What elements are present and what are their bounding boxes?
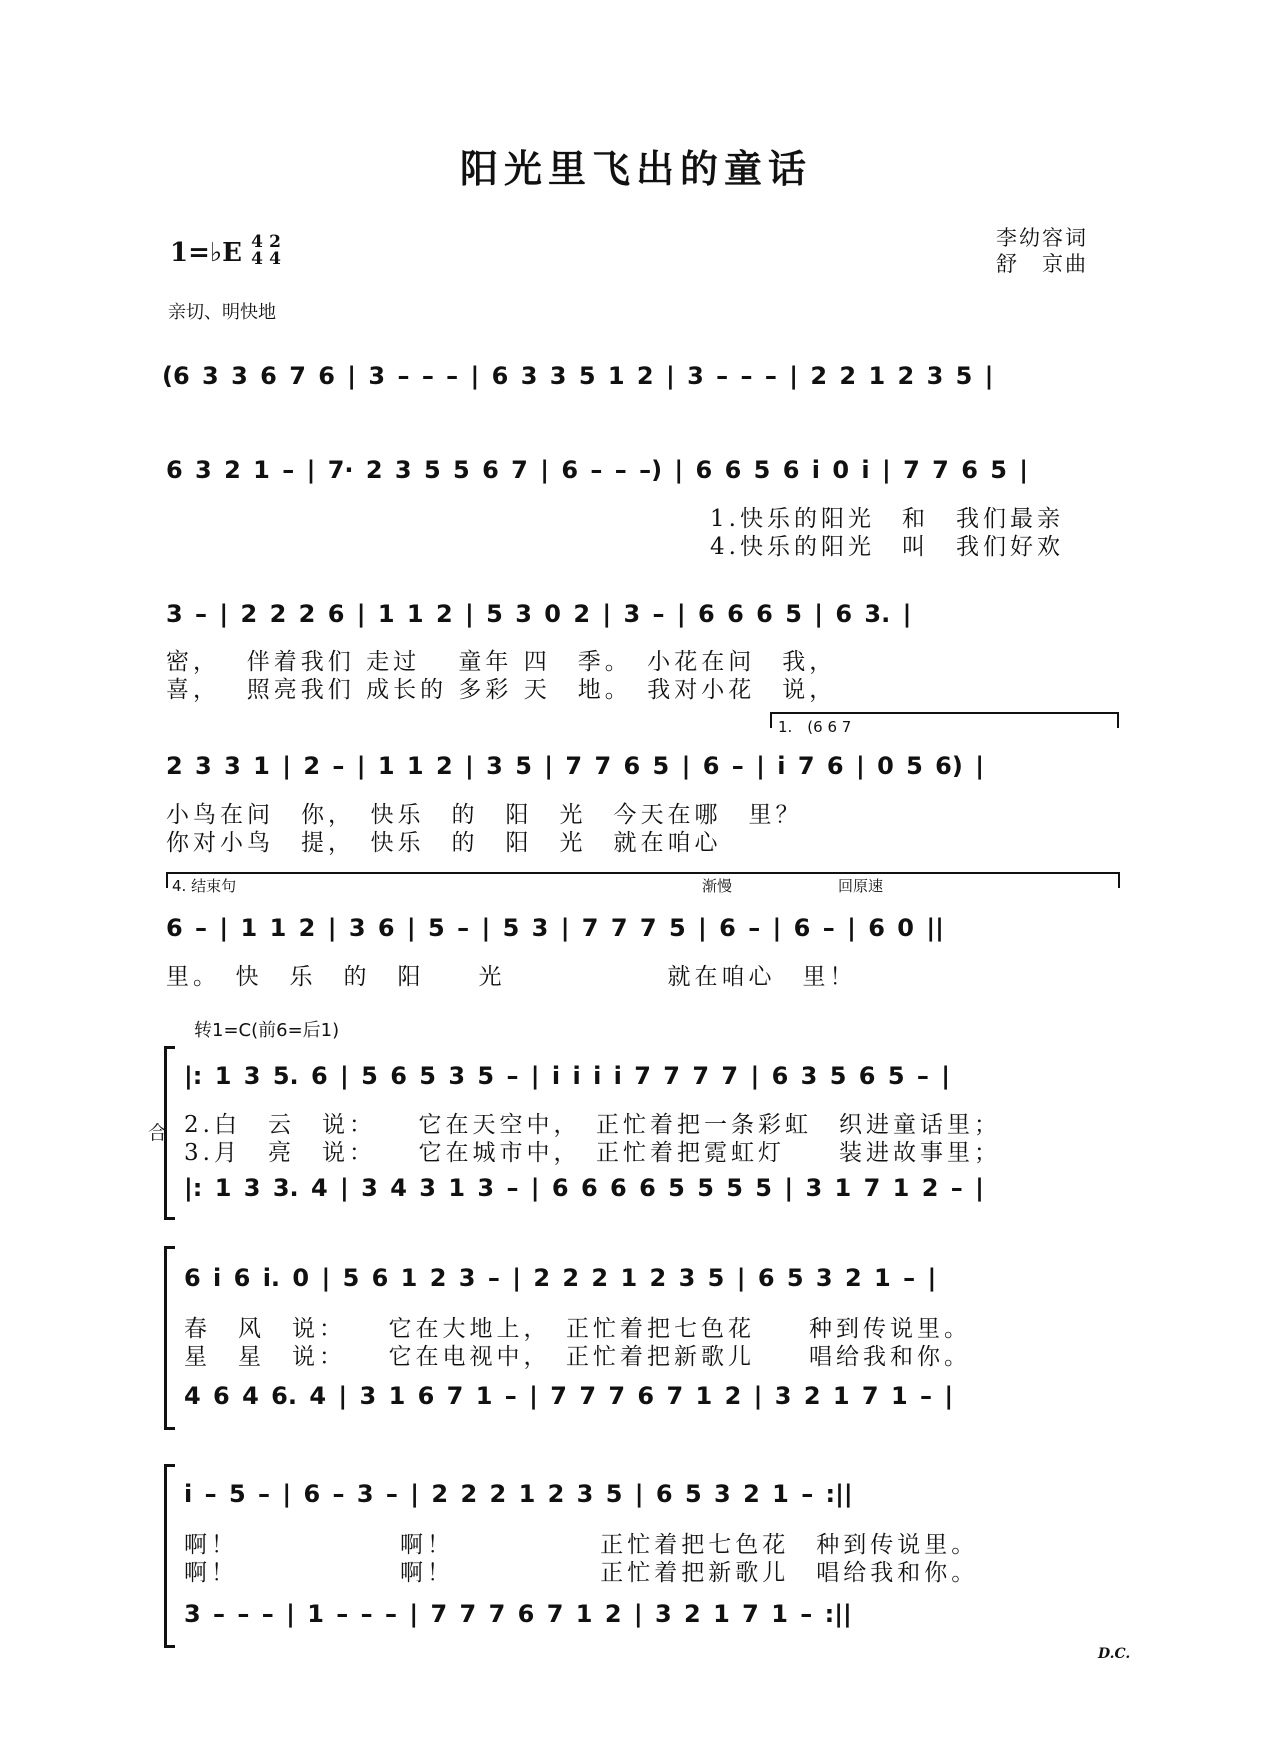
score-row-7-notes-upper: 6 i 6 i. 0 | 5 6 1 2 3 – | 2 2 2 1 2 3 5 | 6 5 3 2 1 – | <box>184 1264 937 1292</box>
score-row-6-notes-lower: |: 1 3 3. 4 | 3 4 3 1 3 – | 6 6 6 6 5 5 5 5 | 3 1 7 1 2 – | <box>184 1174 984 1202</box>
lyricist-credit: 李幼容词 <box>996 226 1088 250</box>
composer-credit: 舒 京曲 <box>996 252 1088 276</box>
a-tempo-marking: 回原速 <box>838 877 884 895</box>
chorus-label: 合 <box>148 1122 168 1144</box>
time-signature: 4 2 4 4 <box>251 232 281 269</box>
ritardando-marking: 渐慢 <box>702 877 733 895</box>
score-row-2-lyric-1: 1.快乐的阳光 和 我们最亲 <box>710 506 1064 532</box>
score-row-3-lyric-2: 喜， 照亮我们 成长的 多彩 天 地。 我对小花 说， <box>166 677 837 703</box>
key-signature: 1=♭E <box>170 238 242 268</box>
score-row-8-notes-lower: 3 – – – | 1 – – – | 7 7 7 6 7 1 2 | 3 2 1 7 1 – :|| <box>184 1600 852 1628</box>
da-capo-marking: D.C. <box>1098 1646 1131 1662</box>
score-row-8-lyric-2: 啊！ 啊！ 正忙着把新歌儿 唱给我和你。 <box>184 1560 979 1586</box>
score-row-5-notes: 6 – | 1 1 2 | 3 6 | 5 – | 5 3 | 7 7 7 5 | 6 – | 6 – | 6 0 || <box>166 914 944 942</box>
score-row-4-lyric-1: 小鸟在问 你， 快乐 的 阳 光 今天在哪 里？ <box>166 802 803 828</box>
modulation-marking: 转1=C(前6=后1) <box>194 1020 340 1041</box>
score-row-6-lyric-2: 3.月 亮 说： 它在城市中， 正忙着把霓虹灯 装进故事里； <box>184 1140 1001 1166</box>
score-row-7-notes-lower: 4 6 4 6. 4 | 3 1 6 7 1 – | 7 7 7 6 7 1 2 | 3 2 1 7 1 – | <box>184 1382 954 1410</box>
score-row-3-notes: 3 – | 2 2 2 6 | 1 1 2 | 5 3 0 2 | 3 – | 6 6 6 5 | 6 3. | <box>166 600 912 628</box>
score-row-5-lyric-1: 里。 快 乐 的 阳 光 就在咱心 里！ <box>166 964 857 990</box>
volta-bracket-4 <box>166 872 1120 888</box>
score-row-2-notes: 6 3 2 1 – | 7· 2 3 5 5 6 7 | 6 – – –) | 6 6 5 6 i 0 i | 7 7 6 5 | <box>166 456 1029 484</box>
song-title: 阳光里飞出的童话 <box>459 146 812 191</box>
score-row-4-lyric-2: 你对小鸟 提， 快乐 的 阳 光 就在咱心 <box>166 830 722 856</box>
score-row-8-lyric-1: 啊！ 啊！ 正忙着把七色花 种到传说里。 <box>184 1532 979 1558</box>
score-row-2-lyric-2: 4.快乐的阳光 叫 我们好欢 <box>710 534 1064 560</box>
volta-4-label: 4. 结束句 <box>172 877 237 895</box>
score-row-1-notes: (6 3 3 6 7 6 | 3 – – – | 6 3 3 5 1 2 | 3 – – – | 2 2 1 2 3 5 | <box>162 362 994 390</box>
chorus-bracket-2 <box>164 1246 175 1430</box>
tempo-marking: 亲切、明快地 <box>168 302 276 323</box>
score-row-4-notes: 2 3 3 1 | 2 – | 1 1 2 | 3 5 | 7 7 6 5 | 6 – | i 7 6 | 0 5 6) | <box>166 752 984 780</box>
score-row-6-notes-upper: |: 1 3 5. 6 | 5 6 5 3 5 – | i i i i 7 7 7 7 | 6 3 5 6 5 – | <box>184 1062 950 1090</box>
score-row-6-lyric-1: 2.白 云 说： 它在天空中， 正忙着把一条彩虹 织进童话里； <box>184 1112 1001 1138</box>
score-row-8-notes-upper: i – 5 – | 6 – 3 – | 2 2 2 1 2 3 5 | 6 5 3 2 1 – :|| <box>184 1480 853 1508</box>
score-row-3-lyric-1: 密， 伴着我们 走过 童年 四 季。 小花在问 我， <box>166 649 837 675</box>
volta-1-label: 1. (6 6 7 <box>778 718 852 736</box>
score-row-7-lyric-1: 春 风 说： 它在大地上， 正忙着把七色花 种到传说里。 <box>184 1316 971 1342</box>
chorus-bracket-3 <box>164 1464 175 1648</box>
score-row-7-lyric-2: 星 星 说： 它在电视中， 正忙着把新歌儿 唱给我和你。 <box>184 1344 971 1370</box>
